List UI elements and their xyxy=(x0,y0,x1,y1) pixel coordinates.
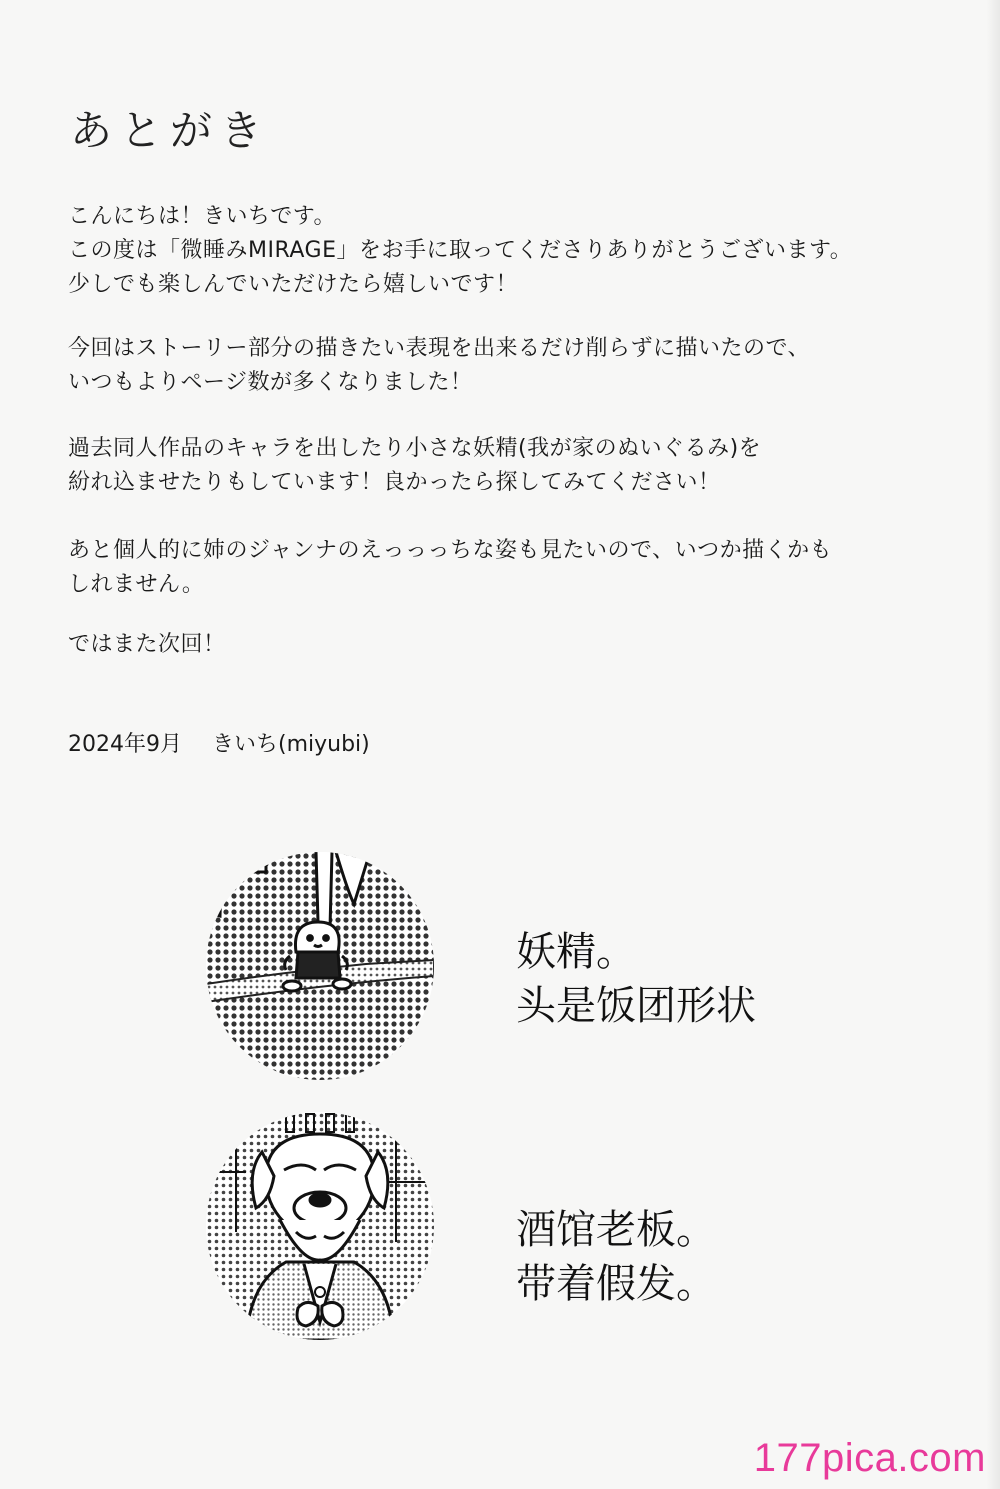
text-line: こんにちは！きいちです。 xyxy=(68,204,337,229)
text-line: 紛れ込ませたりもしています！良かったら探してみてください！ xyxy=(68,470,721,495)
signature-date: 2024年9月 xyxy=(68,732,182,757)
signature-author: きいち(miyubi) xyxy=(212,732,370,757)
tavern-owner-illustration xyxy=(206,1112,434,1340)
caption-tavern-owner xyxy=(516,1203,716,1311)
caption-line: 带着假发。 xyxy=(516,1261,716,1307)
paragraph-sister xyxy=(68,534,832,602)
text-line: ではまた次回！ xyxy=(68,632,226,657)
fairy-drawing xyxy=(206,852,434,1080)
page-edge-shadow xyxy=(986,0,1000,1489)
paragraph-greeting xyxy=(68,200,852,302)
caption-line: 酒馆老板。 xyxy=(516,1207,716,1253)
text-line: 今回はストーリー部分の描きたい表現を出来るだけ削らずに描いたので、 xyxy=(68,336,811,361)
page-title: あとがき xyxy=(70,106,271,155)
paragraph-easter-eggs xyxy=(68,432,761,500)
paragraph-story xyxy=(68,332,810,400)
text-line: いつもよりページ数が多くなりました！ xyxy=(68,370,473,395)
text-line: あと個人的に姉のジャンナのえっっっちな姿も見たいので、いつか描くかも xyxy=(68,538,833,563)
text-line: 過去同人作品のキャラを出したり小さな妖精(我が家のぬいぐるみ)を xyxy=(68,436,762,461)
tavern-owner-drawing xyxy=(206,1112,434,1340)
paragraph-closing xyxy=(68,628,226,662)
text-line: 少しでも楽しんでいただけたら嬉しいです！ xyxy=(68,272,519,297)
fairy-illustration xyxy=(206,852,434,1080)
caption-line: 妖精。 xyxy=(516,929,636,975)
text-line: この度は「微睡みMIRAGE」をお手に取ってくださりありがとうございます。 xyxy=(68,238,853,263)
signature xyxy=(68,728,370,762)
caption-fairy xyxy=(516,925,756,1033)
site-watermark: 177pica.com xyxy=(753,1436,986,1480)
caption-line: 头是饭团形状 xyxy=(516,983,756,1029)
text-line: しれません。 xyxy=(68,572,205,597)
